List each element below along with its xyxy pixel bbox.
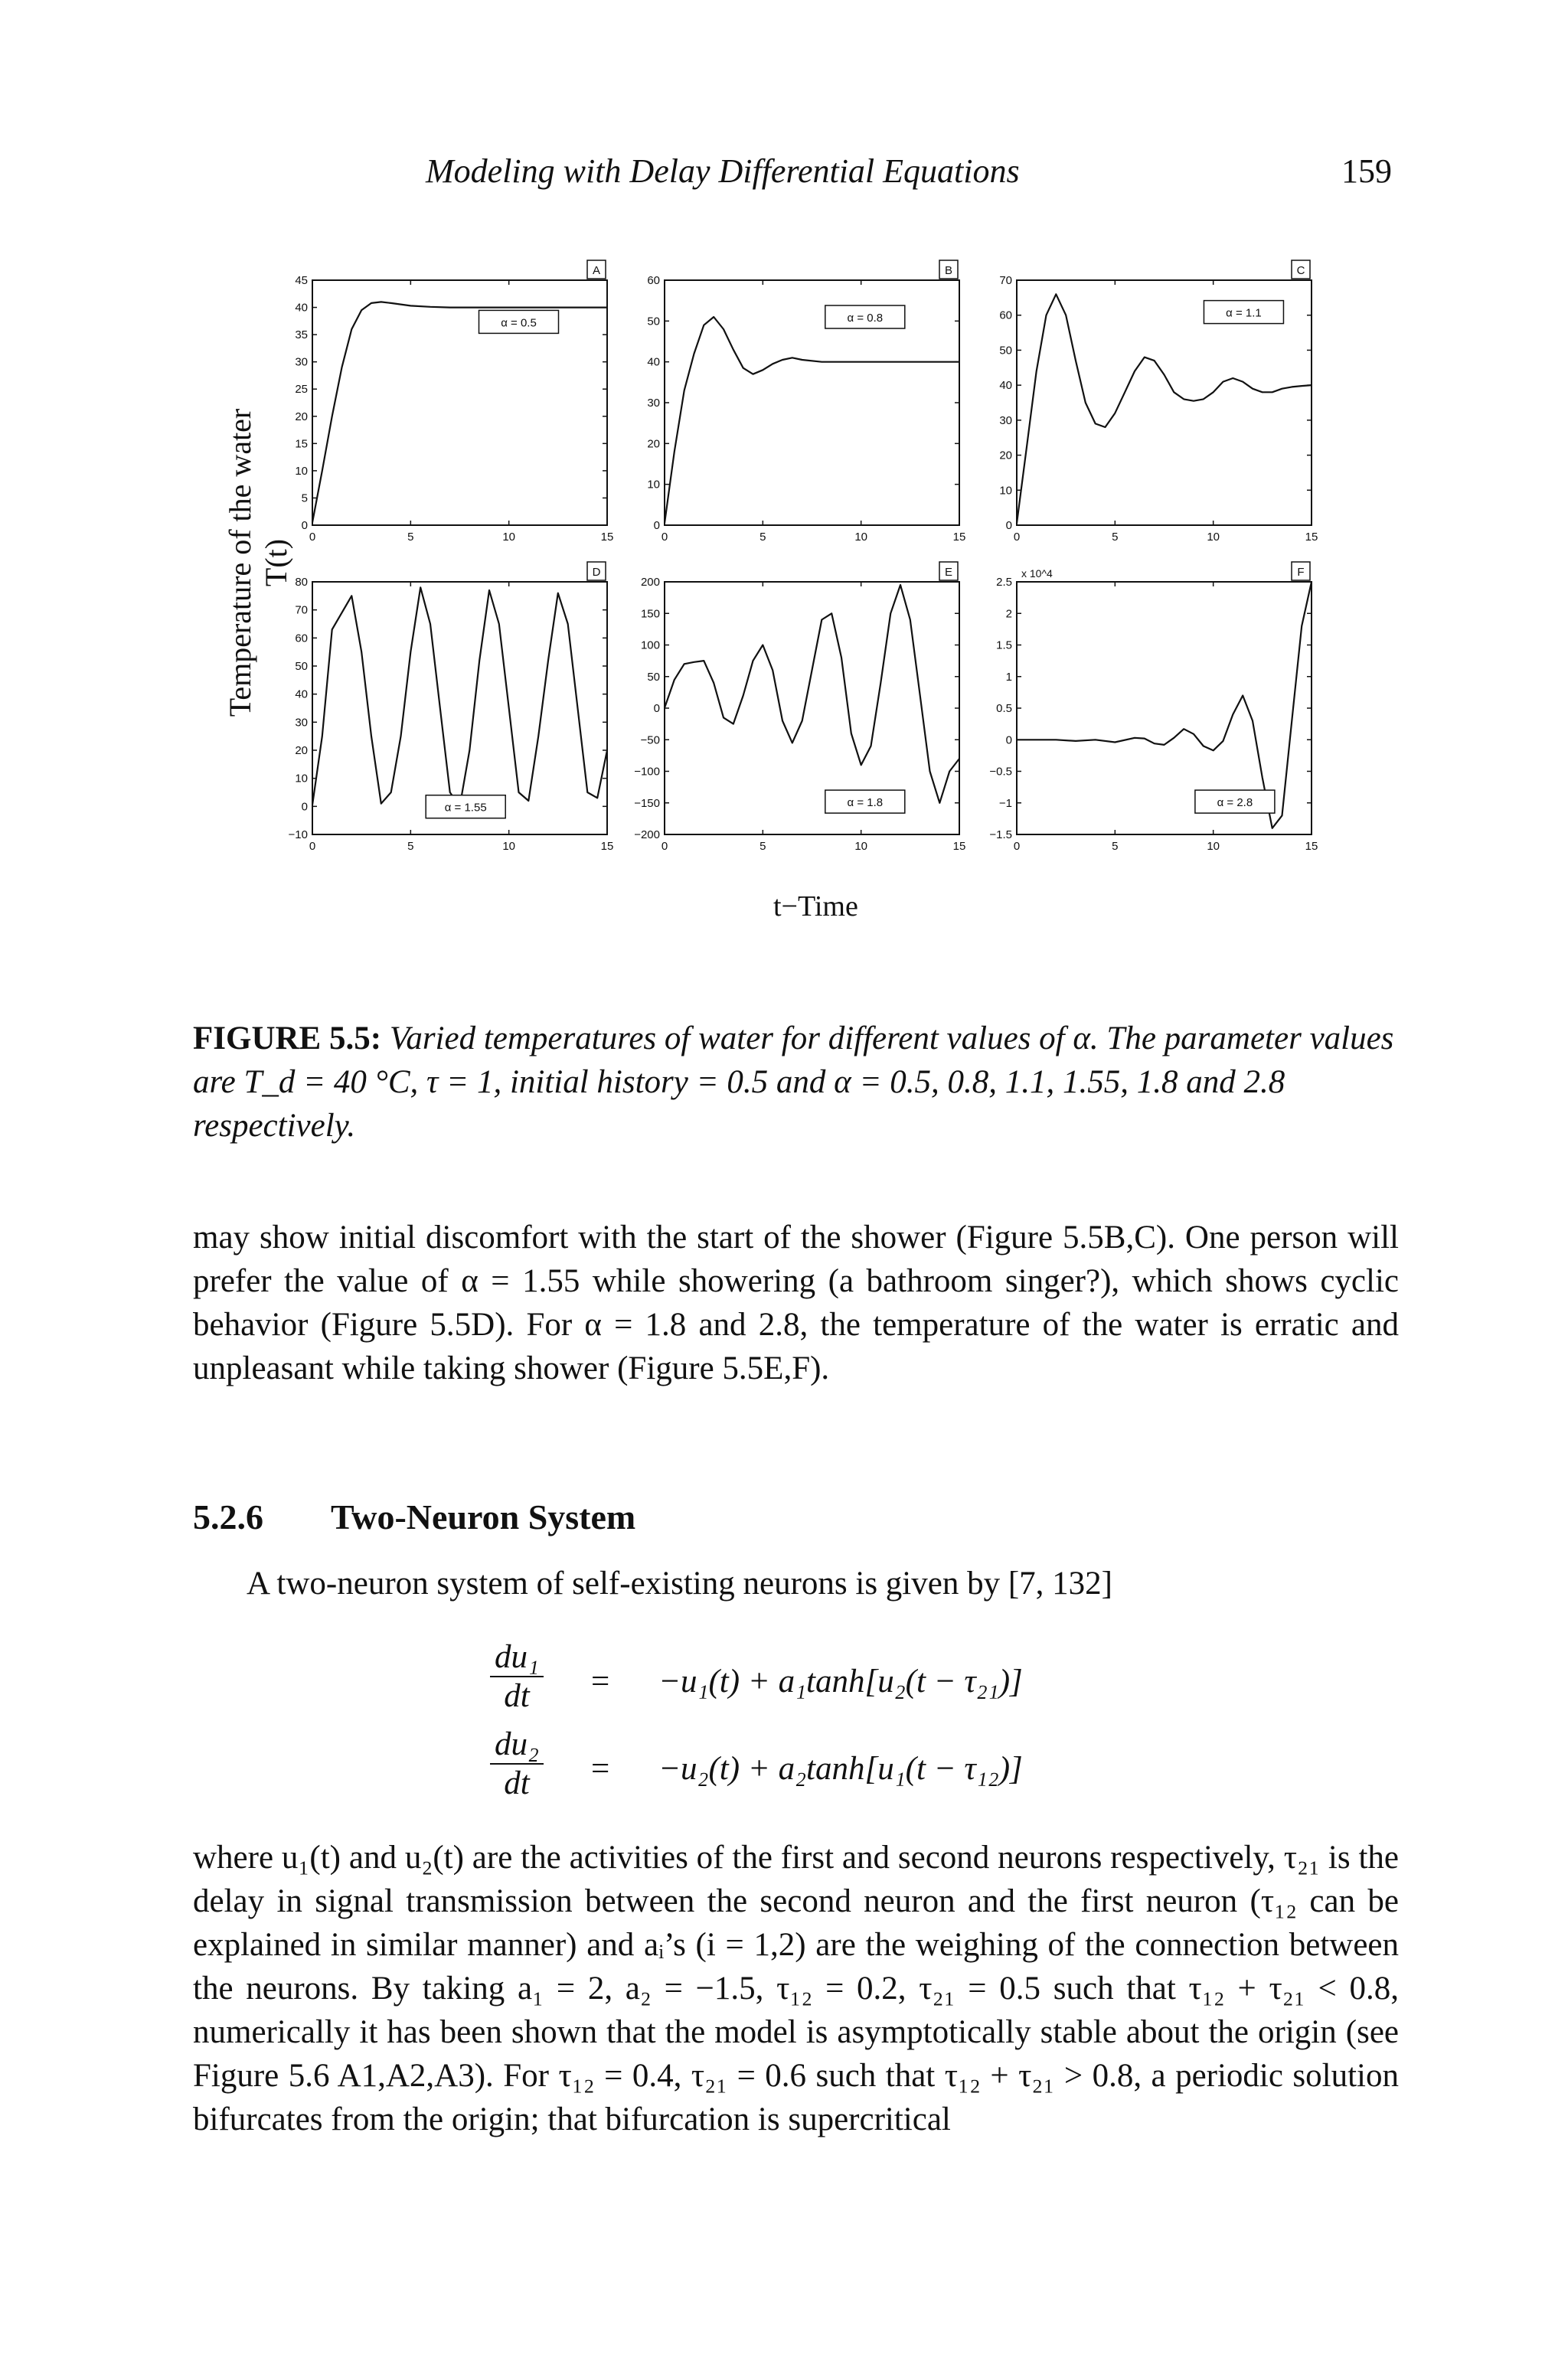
page-number: 159 <box>1341 152 1392 190</box>
panel-B-ytick-label: 20 <box>647 437 660 451</box>
panel-C-xtick-label: 10 <box>1207 531 1220 544</box>
eq1-denominator: dt <box>504 1678 530 1714</box>
eq2-rhs: −u₂(t) + a₂tanh[u₁(t − τ₁₂)] <box>658 1751 1023 1787</box>
panel-C-legend-label: α = 1.1 <box>1226 306 1262 320</box>
panel-A-ytick-label: 15 <box>295 437 308 451</box>
panel-B-xtick-label: 0 <box>661 531 668 544</box>
panel-A-ytick-label: 45 <box>295 274 308 287</box>
panel-B-frame <box>665 280 959 525</box>
figure-caption: FIGURE 5.5: Varied temperatures of water for different values of α. The parameter values are T_d = 40 °C, τ = 1, initial history = 0.5 and α = 0.5, 0.8, 1.1, 1.55, 1.8 and 2.8 respectively. <box>193 1020 1394 1144</box>
section-heading <box>193 1497 635 1537</box>
panel-F-ytick-label: −1 <box>998 796 1012 810</box>
panel-A-ytick-label: 25 <box>295 383 308 397</box>
panel-E-ytick-label: −150 <box>634 796 660 810</box>
panel-C-ytick-label: 10 <box>999 484 1012 498</box>
panel-A-xtick-label: 10 <box>502 531 516 544</box>
eq2-denominator: dt <box>504 1765 530 1801</box>
panel-A-ytick-label: 35 <box>295 328 308 342</box>
section-title: Two-Neuron System <box>331 1497 636 1536</box>
panel-C-ytick-label: 40 <box>999 379 1012 393</box>
panel-F-ytick-label: −0.5 <box>989 765 1012 779</box>
panel-A-ytick-label: 40 <box>295 301 308 315</box>
caption-label: FIGURE 5.5 <box>193 1020 371 1056</box>
eq2-fraction <box>490 1726 544 1802</box>
eq1-equals: = <box>591 1664 610 1700</box>
panel-D-letter: D <box>592 566 601 579</box>
panel-D-xtick-label: 0 <box>309 840 316 853</box>
figure-5-5 <box>222 253 1340 880</box>
panel-F-ytick-label: 0.5 <box>996 702 1012 715</box>
panel-C-xtick-label: 15 <box>1305 531 1318 544</box>
panel-A-ytick-label: 5 <box>301 491 308 505</box>
panel-F-ytick-label: 1.5 <box>996 638 1012 652</box>
figure-ylabel: Temperature of the water T(t) <box>223 408 293 717</box>
panel-B-ytick-label: 60 <box>647 274 660 287</box>
panel-D-ytick-label: 0 <box>301 800 308 814</box>
panel-A-xtick-label: 15 <box>600 531 614 544</box>
panel-F-ytick-label: 1 <box>1005 670 1012 684</box>
panel-E-xtick-label: 15 <box>952 840 966 853</box>
panel-F-xtick-label: 5 <box>1112 840 1119 853</box>
panel-B-letter: B <box>944 264 953 277</box>
panel-A-letter: A <box>592 264 601 277</box>
panel-F-xtick-label: 0 <box>1013 840 1021 853</box>
panel-F-xtick-label: 10 <box>1207 840 1220 853</box>
panel-A-xtick-label: 5 <box>407 531 414 544</box>
panel-A-frame <box>312 280 607 525</box>
panel-A-ytick-label: 30 <box>295 355 308 369</box>
panel-F-ytick-label: 2 <box>1005 607 1012 621</box>
caption-text: Varied temperatures of water for different values of α. The parameter values are T_d = 40 °C, τ = 1, initial history = 0.5 and α = 0.5, 0.8, 1.1, 1.55, 1.8 and 2.8 respectively. <box>193 1020 1394 1144</box>
panel-A-xtick-label: 0 <box>309 531 316 544</box>
panel-C-ytick-label: 50 <box>999 344 1012 358</box>
panel-C-xtick-label: 5 <box>1112 531 1119 544</box>
panel-E-letter: E <box>944 566 953 579</box>
panel-D-ytick-label: 70 <box>295 603 308 617</box>
panel-E-ytick-label: 150 <box>640 607 660 621</box>
panel-E-ytick-label: 200 <box>640 576 660 589</box>
panel-F-xtick-label: 15 <box>1305 840 1318 853</box>
panel-E-ytick-label: 100 <box>640 638 660 652</box>
panel-F-letter: F <box>1297 566 1305 579</box>
panel-D-ytick-label: 10 <box>295 772 308 785</box>
running-title: Modeling with Delay Differential Equations <box>426 152 1020 190</box>
panel-B-ytick-label: 40 <box>647 355 660 369</box>
figure-xlabel: t−Time <box>773 890 858 922</box>
panel-D-ytick-label: 50 <box>295 660 308 673</box>
panel-B-xtick-label: 15 <box>952 531 966 544</box>
section-number: 5.2.6 <box>193 1497 263 1536</box>
panel-E-frame <box>665 582 959 834</box>
panel-D-ytick-label: 30 <box>295 716 308 730</box>
panel-C-ytick-label: 70 <box>999 274 1012 287</box>
panel-D-ytick-label: 60 <box>295 632 308 645</box>
panel-D-ytick-label: 40 <box>295 687 308 701</box>
panel-D-xtick-label: 5 <box>407 840 414 853</box>
panel-E-ytick-label: −200 <box>634 828 660 841</box>
panel-F-ytick-label: 2.5 <box>996 576 1012 589</box>
panel-C-ytick-label: 20 <box>999 449 1012 462</box>
panel-B-xtick-label: 10 <box>854 531 868 544</box>
panel-E-series-line <box>665 585 959 803</box>
panel-F-multiplier: x 10^4 <box>1021 567 1053 580</box>
panel-D-legend-label: α = 1.55 <box>444 801 487 815</box>
panel-E-ytick-label: 0 <box>653 702 660 715</box>
panel-B-ytick-label: 50 <box>647 315 660 328</box>
panel-D-ytick-label: 20 <box>295 744 308 757</box>
panel-F-ytick-label: −1.5 <box>989 828 1012 841</box>
eq2-equals: = <box>591 1751 610 1787</box>
panel-D-xtick-label: 15 <box>600 840 614 853</box>
panel-B-xtick-label: 5 <box>760 531 766 544</box>
panel-C-ytick-label: 0 <box>1005 519 1012 532</box>
panel-E-legend-label: α = 1.8 <box>847 796 884 810</box>
panel-A-ytick-label: 0 <box>301 519 308 532</box>
panel-C-ytick-label: 30 <box>999 413 1012 427</box>
eq1-fraction <box>490 1638 544 1715</box>
paragraph-2: A two-neuron system of self-existing neurons is given by [7, 132] <box>247 1566 1112 1602</box>
eq2-numerator: du₂ <box>490 1726 544 1765</box>
panel-D-series-line <box>312 587 607 806</box>
paragraph-3: where u₁(t) and u₂(t) are the activities of the first and second neurons respectively, τ₂₁ is the delay in signal transmission between the second neuron and the first neuron (τ₁₂ can be explained in similar manner) and aᵢ’s (i = 1,2) are the weighing of the connection between the neurons. By taking a₁ = 2, a₂ = −1.5, τ₁₂ = 0.2, τ₂₁ = 0.5 such that τ₁₂ + τ₂₁ < 0.8, numerically it has been shown that the model is asymptotically stable about the origin (see Figure 5.6 A1,A2,A3). For τ₁₂ = 0.4, τ₂₁ = 0.6 such that τ₁₂ + τ₂₁ > 0.8, a periodic solution bifurcates from the origin; that bifurcation is supercritical <box>193 1840 1399 2137</box>
panel-B-legend-label: α = 0.8 <box>847 312 884 325</box>
panel-C-ytick-label: 60 <box>999 309 1012 322</box>
panel-C-xtick-label: 0 <box>1013 531 1021 544</box>
panel-E-ytick-label: −100 <box>634 765 660 779</box>
panel-E-xtick-label: 10 <box>854 840 868 853</box>
panel-C-letter: C <box>1296 264 1305 277</box>
panel-F-legend-label: α = 2.8 <box>1217 796 1253 810</box>
panel-B-series-line <box>665 317 959 523</box>
panel-D-ytick-label: −10 <box>288 828 308 841</box>
panel-B-ytick-label: 10 <box>647 478 660 491</box>
panel-D-xtick-label: 10 <box>502 840 516 853</box>
eq1-rhs: −u₁(t) + a₁tanh[u₂(t − τ₂₁)] <box>658 1664 1023 1700</box>
panel-A-ytick-label: 20 <box>295 410 308 423</box>
panel-A-ytick-label: 10 <box>295 464 308 478</box>
panel-A-legend-label: α = 0.5 <box>501 316 537 330</box>
panel-E-xtick-label: 5 <box>760 840 766 853</box>
eq1-numerator: du₁ <box>490 1638 544 1677</box>
panel-B-ytick-label: 0 <box>653 519 660 532</box>
paragraph-1: may show initial discomfort with the start of the shower (Figure 5.5B,C). One person will prefer the value of α = 1.55 while showering (a bathroom singer?), which shows cyclic behavior (Figure 5.5D). For α = 1.8 and 2.8, the temperature of the water is erratic and unpleasant while taking shower (Figure 5.5E,F). <box>193 1220 1399 1386</box>
panel-E-xtick-label: 0 <box>661 840 668 853</box>
panel-E-ytick-label: −50 <box>640 733 660 747</box>
panel-A-series-line <box>312 302 607 522</box>
panel-B-ytick-label: 30 <box>647 397 660 410</box>
panel-E-ytick-label: 50 <box>647 670 660 684</box>
panel-D-ytick-label: 80 <box>295 576 308 589</box>
panel-F-ytick-label: 0 <box>1005 733 1012 747</box>
panel-C-series-line <box>1017 294 1312 523</box>
